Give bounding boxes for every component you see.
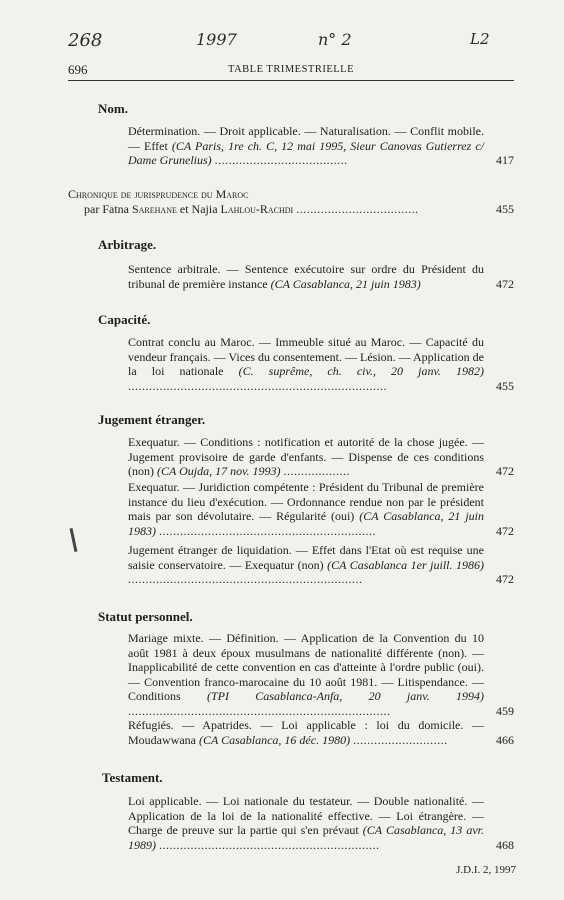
section-heading-arbitrage: Arbitrage. xyxy=(98,237,157,252)
entry-arbitrage: Sentence arbitrale. — Sentence exécutoire sur ordre du Président du tribunal de première instance (CA Casablanca, 21 juin 1983) 472 xyxy=(128,262,514,291)
handwritten-annotation-l2: L2 xyxy=(470,30,490,48)
section-heading-statut-personnel: Statut personnel. xyxy=(98,609,193,624)
section-heading-jugement-etranger: Jugement étranger. xyxy=(98,412,206,427)
page-ref: 472 xyxy=(496,276,514,291)
running-title: TABLE TRIMESTRIELLE xyxy=(228,64,354,75)
page-ref: 417 xyxy=(496,153,514,168)
page-ref: 472 xyxy=(496,523,514,538)
entry-statut-2: Réfugiés. — Apatrides. — Loi applicable : loi du domicile. — Moudawwana (CA Casablanca, 16 déc. 1980) ........................... 466 xyxy=(128,718,514,747)
page-ref: 455 xyxy=(496,378,514,393)
entry-nom: Détermination. — Droit applicable. — Naturalisation. — Conflit mobile. — Effet (CA Paris, 1re ch. C, 12 mai 1995, Sieur Canovas Gutierrez c/ Dame Grunelius) ...................................... 417 xyxy=(128,124,514,168)
page-header xyxy=(68,62,514,81)
page-ref: 472 xyxy=(496,464,514,479)
page-ref: 455 xyxy=(496,202,514,216)
page-ref: 472 xyxy=(496,572,514,587)
entry-jugement-2: Exequatur. — Juridiction compétente : Président du Tribunal de première instance du lieu d'exécution. — Ordonnance rendue non par le président mais par son dévolutaire. — Régularité (oui) (CA Casablanca, 21 juin 1983) .............................................................. 472 xyxy=(128,480,514,538)
chronique-title: Chronique de jurisprudence du Maroc par Fatna Sarehane et Najia Lahlou-Rachdi ................................... 455 xyxy=(68,187,514,216)
handwritten-annotation-268: 268 xyxy=(68,30,103,51)
section-heading-testament: Testament. xyxy=(102,770,163,785)
handwritten-annotation-year: 1997 xyxy=(196,30,237,49)
handwritten-annotation-number: n° 2 xyxy=(318,30,352,49)
entry-statut-1: Mariage mixte. — Définition. — Application de la Convention du 10 août 1981 à deux époux musulmans de nationalité différente (non). — Inapplicabilité de cette convention en cas d'atteinte à l'ordre public (oui). — Convention franco-marocaine du 10 août 1981. — Litispendance. — Conditions (TPI Casablanca-Anfa, 20 janv. 1994) ........................................................................... 459 xyxy=(128,631,514,718)
section-heading-nom: Nom. xyxy=(98,101,128,116)
footer-journal-ref: J.D.I. 2, 1997 xyxy=(456,864,516,876)
section-heading-capacite: Capacité. xyxy=(98,312,151,327)
page-number: 696 xyxy=(68,62,88,77)
page-ref: 468 xyxy=(496,837,514,852)
page-ref: 459 xyxy=(496,703,514,718)
page-ref: 466 xyxy=(496,732,514,747)
entry-testament: Loi applicable. — Loi nationale du testateur. — Double nationalité. — Application de la loi de la nationalité effective. — Loi étrangère. — Charge de preuve sur la partie qui s'en prévaut (CA Casablanca, 13 avr. 1989) ............................................................... 468 xyxy=(128,794,514,852)
entry-jugement-1: Exequatur. — Conditions : notification et autorité de la chose jugée. — Jugement provisoire de garde d'enfants. — Dispense de ces conditions (non) (CA Oujda, 17 nov. 1993) ................... 472 xyxy=(128,435,514,479)
margin-pencil-mark xyxy=(70,528,78,552)
entry-capacite: Contrat conclu au Maroc. — Immeuble situé au Maroc. — Capacité du vendeur français. — Vices du consentement. — Lésion. — Application de la loi nationale (C. suprême, ch. civ., 20 janv. 1982) .......................................................................... 455 xyxy=(128,335,514,393)
entry-jugement-3: Jugement étranger de liquidation. — Effet dans l'Etat où est requise une saisie conservatoire. — Exequatur (non) (CA Casablanca 1er juill. 1986) ................................................................... 472 xyxy=(128,543,514,587)
